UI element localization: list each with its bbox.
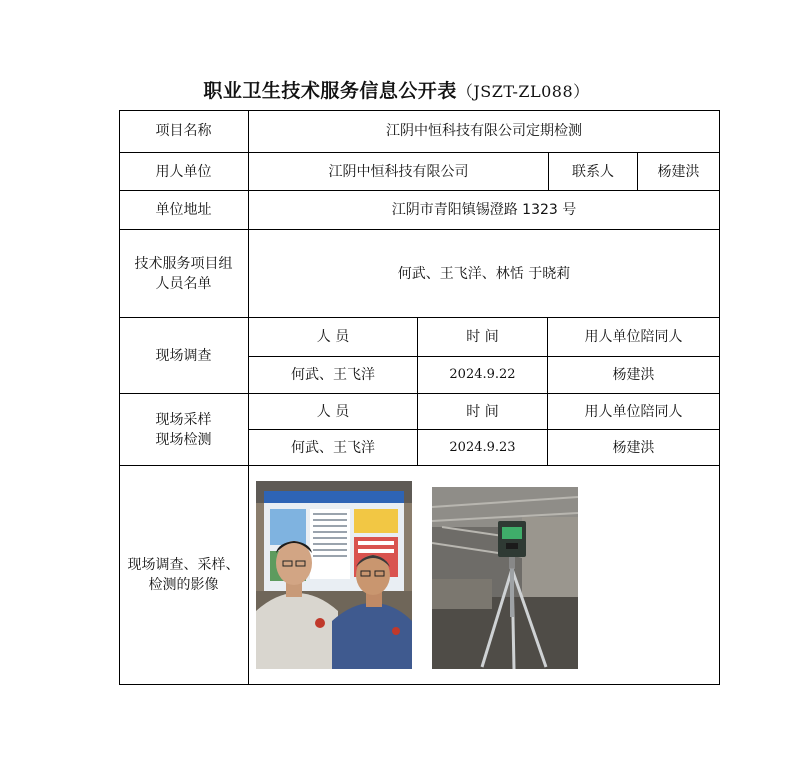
sampling-label-line1: 现场采样 [155,411,212,428]
title-text: 职业卫生技术服务信息公开表 [203,80,457,102]
info-table [119,110,720,685]
contact-label: 联系人 [549,153,638,191]
survey-companion: 杨建洪 [548,357,720,394]
site-photo-people [256,481,412,669]
sampling-date: 2024.9.23 [418,430,548,466]
sampling-personnel: 何武、王飞洋 [249,430,418,466]
survey-col-companion: 用人单位陪同人 [548,318,720,357]
site-photo-instrument [432,487,578,669]
project-name-value: 江阴中恒科技有限公司定期检测 [249,110,720,153]
images-label-line1: 现场调查、采样、 [127,557,240,573]
team-label [119,230,249,318]
title-code: （JSZT-ZL088） [456,82,590,101]
survey-personnel: 何武、王飞洋 [249,357,418,394]
address-value: 江阴市青阳镇锡澄路 1323 号 [249,191,720,230]
team-value: 何武、王飞洋、林恬 于晓莉 [249,230,720,318]
sampling-col-time: 时 间 [418,394,548,430]
sampling-col-companion: 用人单位陪同人 [548,394,720,430]
survey-date: 2024.9.22 [418,357,548,394]
team-label-line2: 人员名单 [155,275,212,292]
sampling-companion: 杨建洪 [548,430,720,466]
employer-value: 江阴中恒科技有限公司 [249,153,549,191]
survey-label: 现场调查 [119,318,249,394]
employer-label: 用人单位 [119,153,249,191]
survey-col-personnel: 人 员 [249,318,418,357]
sampling-label [119,394,249,466]
contact-value: 杨建洪 [638,153,720,191]
sampling-label-line2: 现场检测 [155,431,212,448]
images-label [119,466,249,685]
address-label: 单位地址 [119,191,249,230]
project-name-label: 项目名称 [119,110,249,153]
images-label-line2: 检测的影像 [148,577,219,593]
sampling-col-personnel: 人 员 [249,394,418,430]
survey-col-time: 时 间 [418,318,548,357]
team-label-line1: 技术服务项目组 [134,255,233,272]
page-title [0,76,793,103]
